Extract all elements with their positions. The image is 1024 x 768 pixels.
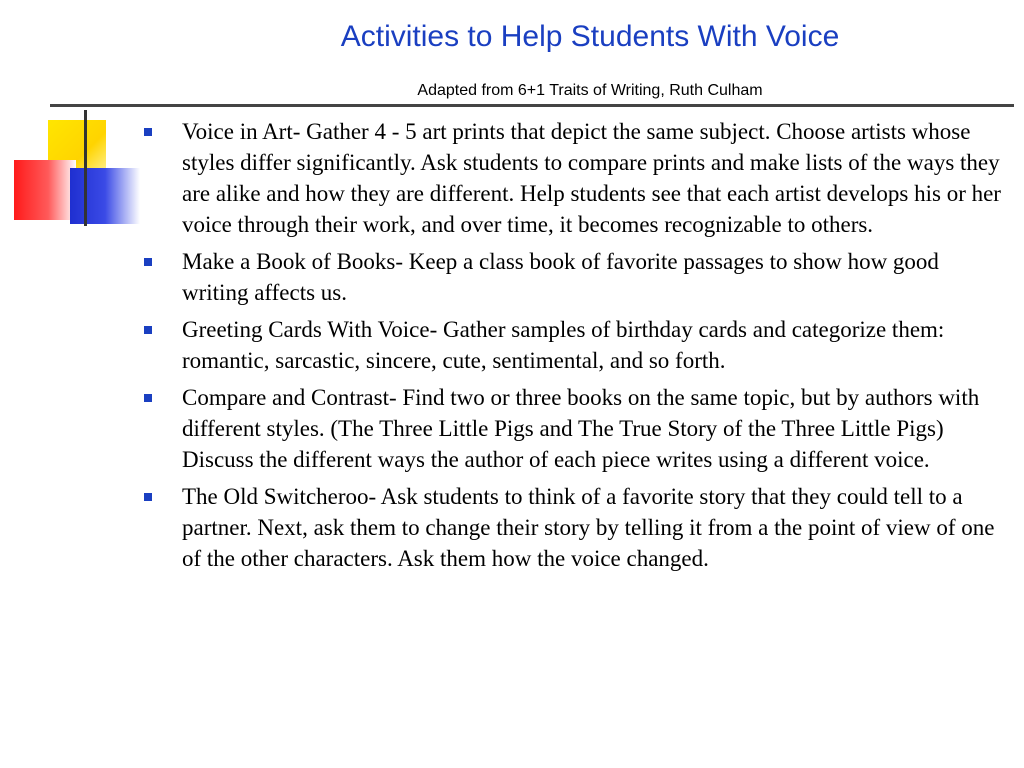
bullet-item-voice-in-art (140, 116, 1002, 240)
slide-subtitle-container (180, 82, 1000, 100)
square-bullet-icon (144, 326, 152, 334)
bullet-text: Compare and Contrast- Find two or three books on the same topic, but by authors with different styles. (The Three Little Pigs and The True Story of the Three Little Pigs) Discuss the different ways the author of each piece writes using a different voice. (182, 385, 980, 472)
bullet-item-old-switcheroo (140, 481, 1002, 574)
bullet-item-compare-contrast (140, 382, 1002, 475)
horizontal-rule-decoration (50, 104, 1014, 107)
square-bullet-icon (144, 128, 152, 136)
bullet-item-greeting-cards (140, 314, 1002, 376)
square-bullet-icon (144, 394, 152, 402)
blue-square-decoration (70, 168, 140, 224)
bullet-text: Greeting Cards With Voice- Gather samples of birthday cards and categorize them: romantic, sarcastic, sincere, cute, sentimental, and so forth. (182, 317, 945, 373)
bullet-text: Make a Book of Books- Keep a class book of favorite passages to show how good writing affects us. (182, 249, 939, 305)
bullet-text: The Old Switcheroo- Ask students to think of a favorite story that they could tell to a partner. Next, ask them to change their story by telling it from a the point of view of one of the other characters. Ask them how the voice changed. (182, 484, 995, 571)
bullet-text: Voice in Art- Gather 4 - 5 art prints that depict the same subject. Choose artists whose styles differ significantly. Ask students to compare prints and make lists of the ways they are alike and how they are different. Help students see that each artist develops his or her voice through their work, and over time, it becomes recognizable to others. (182, 119, 1001, 237)
slide-title-container (180, 20, 1000, 54)
square-bullet-icon (144, 493, 152, 501)
square-bullet-icon (144, 258, 152, 266)
slide-title: Activities to Help Students With Voice (340, 20, 840, 53)
vertical-rule-decoration (84, 110, 87, 226)
red-square-decoration (14, 160, 76, 220)
bullet-item-book-of-books (140, 246, 1002, 308)
bullet-list (140, 116, 1002, 580)
slide-subtitle: Adapted from 6+1 Traits of Writing, Ruth Culham (417, 82, 763, 99)
